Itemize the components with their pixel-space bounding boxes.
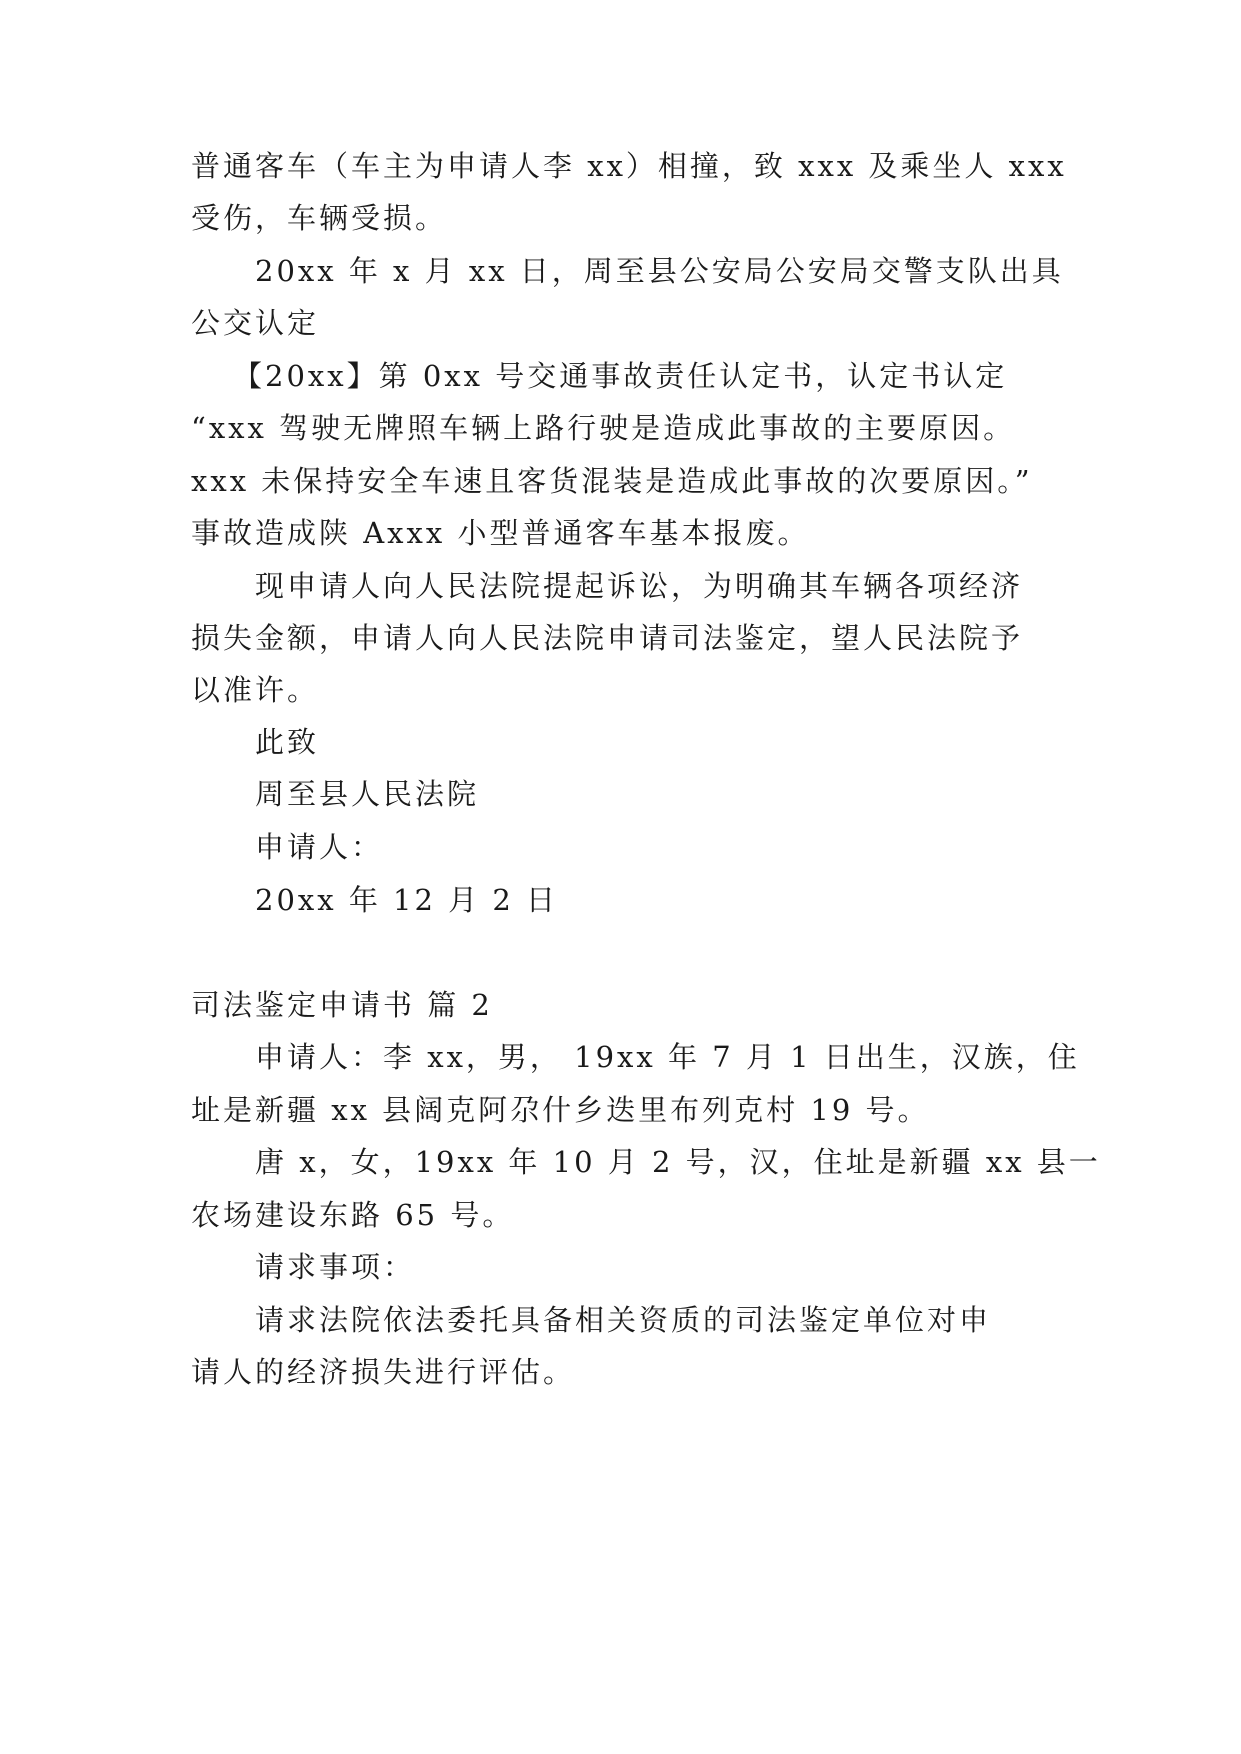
text-line: xxx 未保持安全车速且客货混装是造成此事故的次要原因。”	[191, 464, 1033, 498]
text-line: 以准许。	[191, 673, 320, 707]
text-line: 农场建设东路 65 号。	[191, 1198, 515, 1232]
recipient-court: 周至县人民法院	[255, 777, 480, 811]
text-line: 址是新疆 xx 县阔克阿尕什乡迭里布列克村 19 号。	[191, 1093, 930, 1127]
text-line: 现申请人向人民法院提起诉讼，为明确其车辆各项经济	[255, 569, 1024, 603]
salutation: 此致	[255, 725, 320, 759]
text-line: 损失金额，申请人向人民法院申请司法鉴定，望人民法院予	[191, 621, 1024, 655]
section-heading: 司法鉴定申请书 篇 2	[191, 988, 493, 1022]
text-line: 【20xx】第 0xx 号交通事故责任认定书，认定书认定	[233, 359, 1008, 393]
document-date: 20xx 年 12 月 2 日	[255, 883, 559, 917]
text-line: 20xx 年 x 月 xx 日，周至县公安局公安局交警支队出具	[255, 254, 1064, 288]
text-line: 受伤，车辆受损。	[191, 201, 448, 235]
text-line: 请人的经济损失进行评估。	[191, 1355, 576, 1389]
applicant-signature: 申请人：	[255, 830, 384, 864]
text-line: 普通客车（车主为申请人李 xx）相撞，致 xxx 及乘坐人 xxx	[191, 149, 1067, 183]
requests-heading: 请求事项：	[255, 1250, 416, 1284]
text-line: “xxx 驾驶无牌照车辆上路行驶是造成此事故的主要原因。	[191, 411, 1016, 445]
text-line: 公交认定	[191, 306, 320, 340]
text-line: 申请人：李 xx，男， 19xx 年 7 月 1 日出生，汉族，住	[255, 1040, 1080, 1074]
text-line: 请求法院依法委托具备相关资质的司法鉴定单位对申	[255, 1303, 992, 1337]
text-line: 事故造成陕 Axxx 小型普通客车基本报废。	[191, 516, 810, 550]
text-line: 唐 x，女，19xx 年 10 月 2 号，汉，住址是新疆 xx 县一	[255, 1145, 1101, 1179]
